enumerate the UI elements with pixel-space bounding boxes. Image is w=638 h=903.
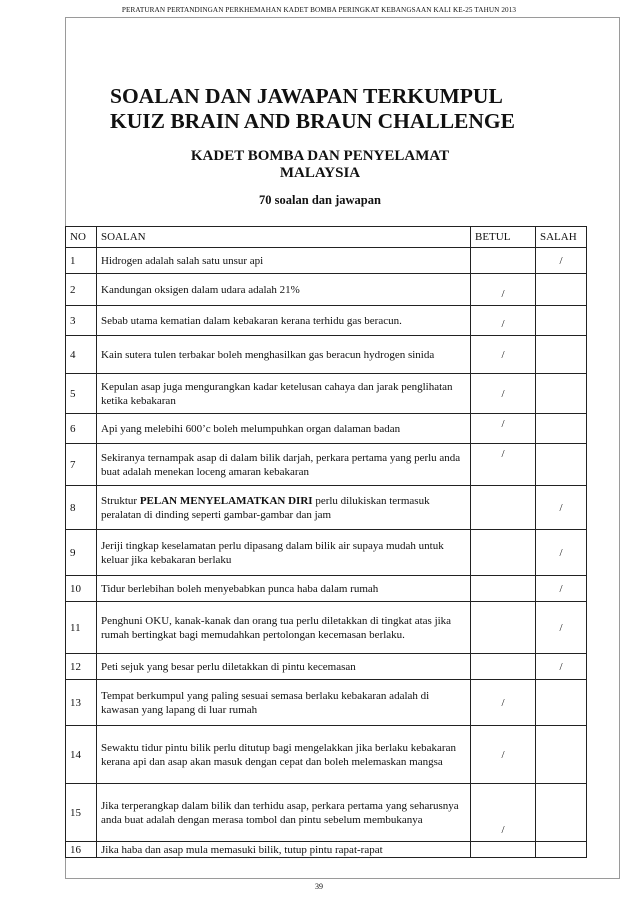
question-text: Sebab utama kematian dalam kebakaran kerana terhidu gas beracun. bbox=[97, 306, 471, 336]
betul-mark bbox=[471, 654, 536, 680]
salah-mark bbox=[536, 306, 587, 336]
question-text: Kain sutera tulen terbakar boleh menghasilkan gas beracun hydrogen sinida bbox=[97, 336, 471, 374]
question-text: Hidrogen adalah salah satu unsur api bbox=[97, 248, 471, 274]
betul-mark: / bbox=[471, 726, 536, 784]
row-number: 13 bbox=[66, 680, 97, 726]
table-header-row bbox=[66, 227, 587, 248]
row-number: 11 bbox=[66, 602, 97, 654]
question-text: Tidur berlebihan boleh menyebabkan punca haba dalam rumah bbox=[97, 576, 471, 602]
salah-mark: / bbox=[536, 248, 587, 274]
row-number: 6 bbox=[66, 414, 97, 444]
table-row bbox=[66, 486, 587, 530]
betul-mark bbox=[471, 530, 536, 576]
question-text: Jika terperangkap dalam bilik dan terhidu asap, perkara pertama yang seharusnya anda buat adalah dengan merasa tombol dan pintu sebelum membukanya bbox=[97, 784, 471, 842]
question-text: Sekiranya ternampak asap di dalam bilik darjah, perkara pertama yang perlu anda buat adalah menekan loceng amaran kebakaran bbox=[97, 444, 471, 486]
salah-mark: / bbox=[536, 486, 587, 530]
question-text: Api yang melebihi 600’c boleh melumpuhkan organ dalaman badan bbox=[97, 414, 471, 444]
betul-mark: / bbox=[471, 444, 536, 486]
table-row bbox=[66, 576, 587, 602]
salah-mark: / bbox=[536, 530, 587, 576]
question-count: 70 soalan dan jawapan bbox=[259, 193, 381, 207]
header-no: NO bbox=[66, 227, 97, 248]
row-number: 1 bbox=[66, 248, 97, 274]
betul-mark bbox=[471, 248, 536, 274]
row-number: 9 bbox=[66, 530, 97, 576]
quiz-table bbox=[65, 226, 587, 858]
betul-mark bbox=[471, 486, 536, 530]
table-row bbox=[66, 842, 587, 858]
table-row bbox=[66, 444, 587, 486]
row-number: 7 bbox=[66, 444, 97, 486]
header-salah: SALAH bbox=[536, 227, 587, 248]
table-row bbox=[66, 602, 587, 654]
table-row bbox=[66, 414, 587, 444]
row-number: 16 bbox=[66, 842, 97, 858]
table-row bbox=[66, 336, 587, 374]
betul-mark: / bbox=[471, 374, 536, 414]
betul-mark bbox=[471, 602, 536, 654]
salah-mark: / bbox=[536, 602, 587, 654]
row-number: 3 bbox=[66, 306, 97, 336]
salah-mark: / bbox=[536, 654, 587, 680]
salah-mark bbox=[536, 414, 587, 444]
salah-mark bbox=[536, 336, 587, 374]
header-soalan: SOALAN bbox=[97, 227, 471, 248]
question-text: Sewaktu tidur pintu bilik perlu ditutup bagi mengelakkan jika berlaku kebakaran kerana api dan asap akan masuk dengan cepat dan boleh melemaskan mangsa bbox=[97, 726, 471, 784]
salah-mark bbox=[536, 274, 587, 306]
salah-mark: / bbox=[536, 576, 587, 602]
table-row bbox=[66, 680, 587, 726]
question-text: Kandungan oksigen dalam udara adalah 21% bbox=[97, 274, 471, 306]
table-row bbox=[66, 374, 587, 414]
question-text: Penghuni OKU, kanak-kanak dan orang tua perlu diletakkan di tingkat atas jika rumah bertingkat bagi memudahkan pertolongan kecemasan berlaku. bbox=[97, 602, 471, 654]
header-betul: BETUL bbox=[471, 227, 536, 248]
salah-mark bbox=[536, 680, 587, 726]
table-row bbox=[66, 726, 587, 784]
betul-mark: / bbox=[471, 274, 536, 306]
question-text-bold: PELAN MENYELAMATKAN DIRI bbox=[139, 494, 313, 507]
title-line-2: KUIZ BRAIN AND BRAUN CHALLENGE bbox=[110, 109, 515, 133]
betul-mark: / bbox=[471, 784, 536, 842]
row-number: 2 bbox=[66, 274, 97, 306]
row-number: 15 bbox=[66, 784, 97, 842]
salah-mark bbox=[536, 444, 587, 486]
row-number: 12 bbox=[66, 654, 97, 680]
betul-mark: / bbox=[471, 306, 536, 336]
betul-mark bbox=[471, 842, 536, 858]
row-number: 10 bbox=[66, 576, 97, 602]
table-row bbox=[66, 654, 587, 680]
question-text-post: perlu dilukiskan termasuk peralatan di dinding seperti gambar-gambar dan jam bbox=[101, 494, 430, 521]
betul-mark bbox=[471, 576, 536, 602]
subtitle-line-1: KADET BOMBA DAN PENYELAMAT bbox=[190, 148, 450, 164]
table-row bbox=[66, 274, 587, 306]
salah-mark bbox=[536, 726, 587, 784]
question-text: Peti sejuk yang besar perlu diletakkan di pintu kecemasan bbox=[97, 654, 471, 680]
table-row bbox=[66, 248, 587, 274]
row-number: 5 bbox=[66, 374, 97, 414]
page-number: 39 bbox=[315, 882, 323, 891]
subtitle-line-2: MALAYSIA bbox=[279, 165, 361, 181]
table-row bbox=[66, 530, 587, 576]
betul-mark: / bbox=[471, 414, 536, 444]
betul-mark: / bbox=[471, 680, 536, 726]
salah-mark bbox=[536, 374, 587, 414]
question-text: Kepulan asap juga mengurangkan kadar ketelusan cahaya dan jarak penglihatan ketika kebakaran bbox=[97, 374, 471, 414]
question-text: Jika haba dan asap mula memasuki bilik, tutup pintu rapat-rapat bbox=[97, 842, 471, 858]
row-number: 8 bbox=[66, 486, 97, 530]
table-row bbox=[66, 306, 587, 336]
salah-mark bbox=[536, 784, 587, 842]
row-number: 14 bbox=[66, 726, 97, 784]
salah-mark bbox=[536, 842, 587, 858]
title-line-1: SOALAN DAN JAWAPAN TERKUMPUL bbox=[110, 84, 503, 108]
table-row bbox=[66, 784, 587, 842]
question-text: Jeriji tingkap keselamatan perlu dipasang dalam bilik air supaya mudah untuk keluar jika kebakaran berlaku bbox=[97, 530, 471, 576]
question-text: Tempat berkumpul yang paling sesuai semasa berlaku kebakaran adalah di kawasan yang lapang di luar rumah bbox=[97, 680, 471, 726]
betul-mark: / bbox=[471, 336, 536, 374]
row-number: 4 bbox=[66, 336, 97, 374]
question-text-pre: Struktur bbox=[101, 494, 140, 507]
running-header: PERATURAN PERTANDINGAN PERKHEMAHAN KADET BOMBA PERINGKAT KEBANGSAAN KALI KE-25 TAHUN 2013 bbox=[121, 6, 517, 14]
question-text bbox=[97, 486, 471, 530]
